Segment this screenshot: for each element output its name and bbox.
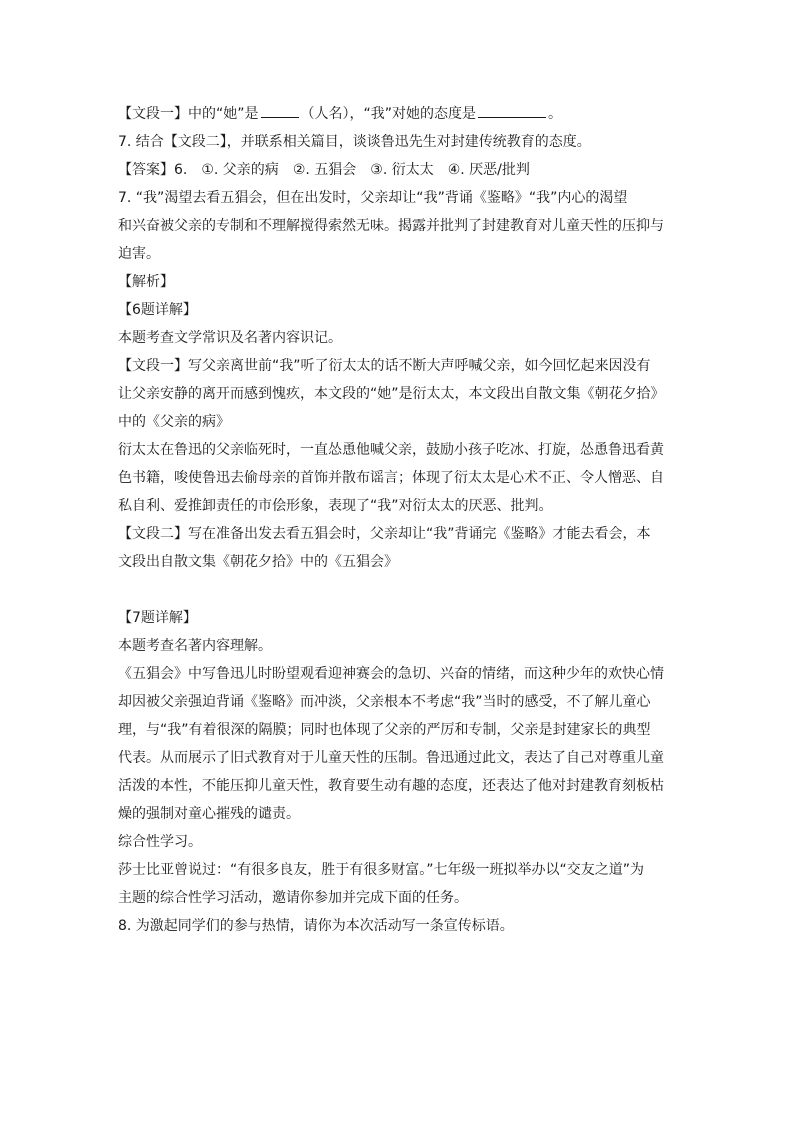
passage2-line-2: 色书籍，唆使鲁迅去偷母亲的首饰并散布谣言；体现了衍太太是心术不正、令人憎恶、自 <box>118 470 664 486</box>
passage1-line-3: 中的《父亲的病》 <box>118 414 230 430</box>
q6-detail-heading: 【6题详解】 <box>118 302 197 318</box>
passage5-line-2: 主题的综合性学习活动，邀请你参加并完成下面的任务。 <box>118 890 468 906</box>
passage4-line-3: 理，与“我”有着很深的隔膜；同时也体现了父亲的严厉和专制，父亲是封建家长的典型 <box>118 722 651 738</box>
q6-intro: 本题考查文学常识及名著内容识记。 <box>118 330 342 346</box>
passage4-line-1: 《五猖会》中写鲁迅儿时盼望观看迎神赛会的急切、兴奋的情绪，而这种少年的欢快心情 <box>118 666 664 682</box>
answer-line <box>118 156 678 184</box>
answer-option-3: ③. 衍太太 <box>370 162 434 178</box>
passage1-line-2: 让父亲安静的离开而感到愧疚，本文段的“她”是衍太太，本文段出自散文集《朝花夕拾》 <box>118 386 665 402</box>
passage4-line-5: 活泼的本性，不能压抑儿童天性，教育要生动有趣的态度，还表达了他对封建教育刻板枯 <box>118 778 664 794</box>
answer-7-line-1: 7. “我”渴望去看五猖会，但在出发时，父亲却让“我”背诵《鉴略》“我”内心的渴望 <box>118 190 628 206</box>
passage2-line-3: 私自利、爱推卸责任的市侩形象，表现了“我”对衍太太的厌恶、批判。 <box>118 498 553 514</box>
answer-blank-name <box>261 103 299 118</box>
comprehensive-heading: 综合性学习。 <box>118 834 202 850</box>
answer-option-1: ①. 父亲的病 <box>201 162 279 178</box>
q6-text-part2: （人名），“我”对她的态度是 <box>300 106 477 122</box>
document-page <box>118 100 678 940</box>
passage2-line-1: 衍太太在鲁迅的父亲临死时，一直怂恿他喊父亲，鼓励小孩子吃冰、打旋，怂恿鲁迅看黄 <box>118 442 664 458</box>
q7-detail-heading: 【7题详解】 <box>118 610 197 626</box>
blank-spacer <box>118 576 678 604</box>
passage4-line-4: 代表。从而展示了旧式教育对于儿童天性的压制。鲁迅通过此文，表达了自己对尊重儿童 <box>118 750 664 766</box>
answer-option-4: ④. 厌恶/批判 <box>447 162 530 178</box>
analysis-heading: 【解析】 <box>118 274 174 290</box>
passage1-line-1: 【文段一】写父亲离世前“我”听了衍太太的话不断大声呼喊父亲，如今回忆起来因没有 <box>118 358 651 374</box>
q6-text-part1: 【文段一】中的“她”是 <box>118 106 259 122</box>
passage5-line-1: 莎士比亚曾说过：“有很多良友，胜于有很多财富。”七年级一班拟举办以“交友之道”为 <box>118 862 645 878</box>
answer-7-line-3: 迫害。 <box>118 246 160 262</box>
question-8-line: 8. 为激起同学们的参与热情，请你为本次活动写一条宣传标语。 <box>118 918 514 934</box>
question-7-line: 7. 结合【文段二】，并联系相关篇目，谈谈鲁迅先生对封建传统教育的态度。 <box>118 134 591 150</box>
answer-blank-attitude <box>478 103 546 118</box>
passage4-line-6: 燥的强制对童心摧残的谴责。 <box>118 806 300 822</box>
passage4-line-2: 却因被父亲强迫背诵《鉴略》而冲淡，父亲根本不考虑“我”当时的感受，不了解儿童心 <box>118 694 651 710</box>
q6-text-part3: 。 <box>548 106 563 122</box>
question-6-line <box>118 100 678 128</box>
answer-option-2: ②. 五猖会 <box>292 162 357 178</box>
passage3-line-2: 文段出自散文集《朝花夕拾》中的《五猖会》 <box>118 554 398 570</box>
q7-intro: 本题考查名著内容理解。 <box>118 638 272 654</box>
answer-7-line-2: 和兴奋被父亲的专制和不理解搅得索然无味。揭露并批判了封建教育对儿童天性的压抑与 <box>118 218 664 234</box>
answer-prefix: 【答案】6. <box>118 162 188 178</box>
passage3-line-1: 【文段二】写在准备出发去看五猖会时，父亲却让“我”背诵完《鉴略》才能去看会，本 <box>118 526 651 542</box>
